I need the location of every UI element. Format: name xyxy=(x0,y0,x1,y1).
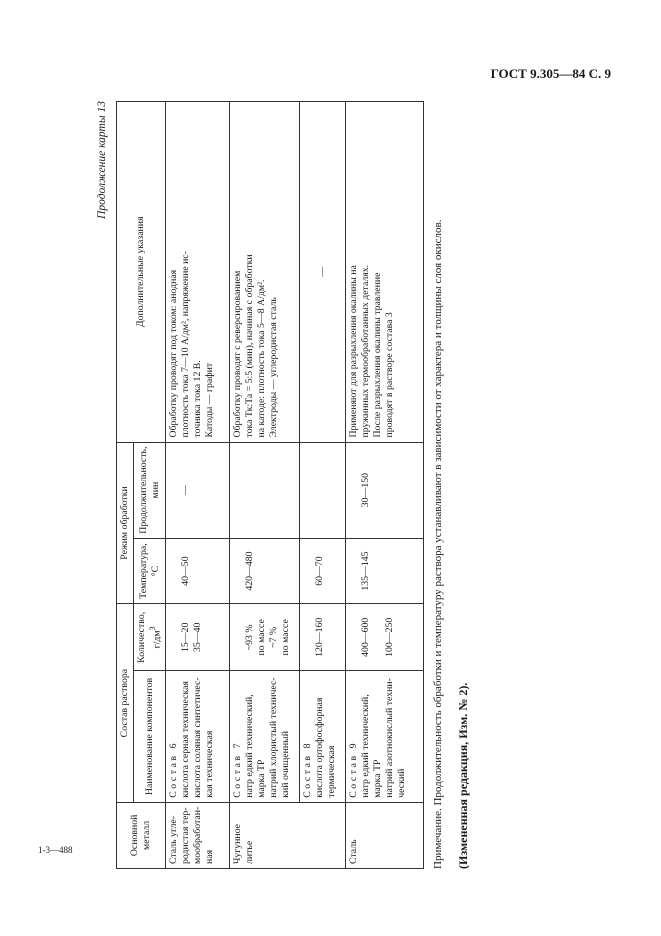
temperature-cell: 420—480 xyxy=(230,538,300,604)
table-note: Примечание. Продолжительность обработки и температуру раствора устанавливают в зависимости от характера и толщины слоя окислов. xyxy=(432,219,444,869)
notes-cell: Обработку проводят с реверсированием тока Тк:Та = 5:5 (мин), начиная с обработки на катоде: плотность тока 5—8 А/дм². Электроды — углеродистая сталь xyxy=(230,102,300,443)
quantity-cell: 400—600 100—250 xyxy=(346,604,424,671)
duration-cell: — xyxy=(166,442,230,538)
notes-cell: Обработку проводят под током: анодная плотность тока 7—10 А/дм², напряжение ис- точника тока 12 В. Катоды — графит xyxy=(166,102,230,443)
quantity-cell: ~93 % по массе ~7 % по массе xyxy=(230,604,300,671)
metal-cell: Чугунное литье xyxy=(230,802,300,868)
rotated-content xyxy=(96,101,562,869)
temperature-cell: 40—50 xyxy=(166,538,230,604)
duration-cell xyxy=(300,442,346,538)
components-cell: Состав 6 кислота серная техническая кислота соляная синтетичес- кая техническая xyxy=(166,671,230,803)
notes-cell: — xyxy=(300,102,346,443)
metal-cell xyxy=(300,802,346,868)
edit-note: (Измененная редакция, Изм. № 2). xyxy=(456,682,470,869)
footer-mark: 1-3—488 xyxy=(38,845,73,855)
components-cell: Состав 8 кислота ортофосфорная термическая xyxy=(300,671,346,803)
duration-cell xyxy=(230,442,300,538)
duration-cell: 30—150 xyxy=(346,442,424,538)
metal-cell: Сталь xyxy=(346,802,424,868)
quantity-cell: 15—20 35—40 xyxy=(166,604,230,671)
col-duration: Продолжительность, мин xyxy=(133,442,165,538)
notes-cell: Применяют для разрыхления окалины на пружинных термообработанных деталях. После разрыхления окалины травление проводят в растворе состава 3 xyxy=(346,102,424,443)
temperature-cell: 60—70 xyxy=(300,538,346,604)
col-quantity: Количество, $г/дм^3$ xyxy=(133,604,165,671)
temperature-cell: 135—145 xyxy=(346,538,424,604)
col-temperature: Температура, °С xyxy=(133,538,165,604)
continuation-title: Продолжение карты 13 xyxy=(96,101,108,219)
col-composition: Состав раствора xyxy=(117,604,134,802)
col-notes: Дополнительные указания xyxy=(117,102,166,443)
process-table xyxy=(116,101,424,869)
table-row xyxy=(346,102,424,869)
table-row xyxy=(300,102,346,869)
page-header: ГОСТ 9.305—84 С. 9 xyxy=(490,66,611,81)
metal-cell: Сталь угле- родистая тер- мообработан- ная xyxy=(166,802,230,868)
col-components: Наименование компонентов xyxy=(133,671,165,803)
components-cell: Состав 9 натр едкий технический, марка ТР натрий азотнокислый техни- ческий xyxy=(346,671,424,803)
col-mode: Режим обработки xyxy=(117,442,134,604)
quantity-cell: 120—160 xyxy=(300,604,346,671)
table-row xyxy=(166,102,230,869)
col-metal: Основной металл xyxy=(117,802,166,868)
table-row xyxy=(230,102,300,869)
components-cell: Состав 7 натр едкий технический, марка ТР натрий хлористый техничес- кий очищенный xyxy=(230,671,300,803)
